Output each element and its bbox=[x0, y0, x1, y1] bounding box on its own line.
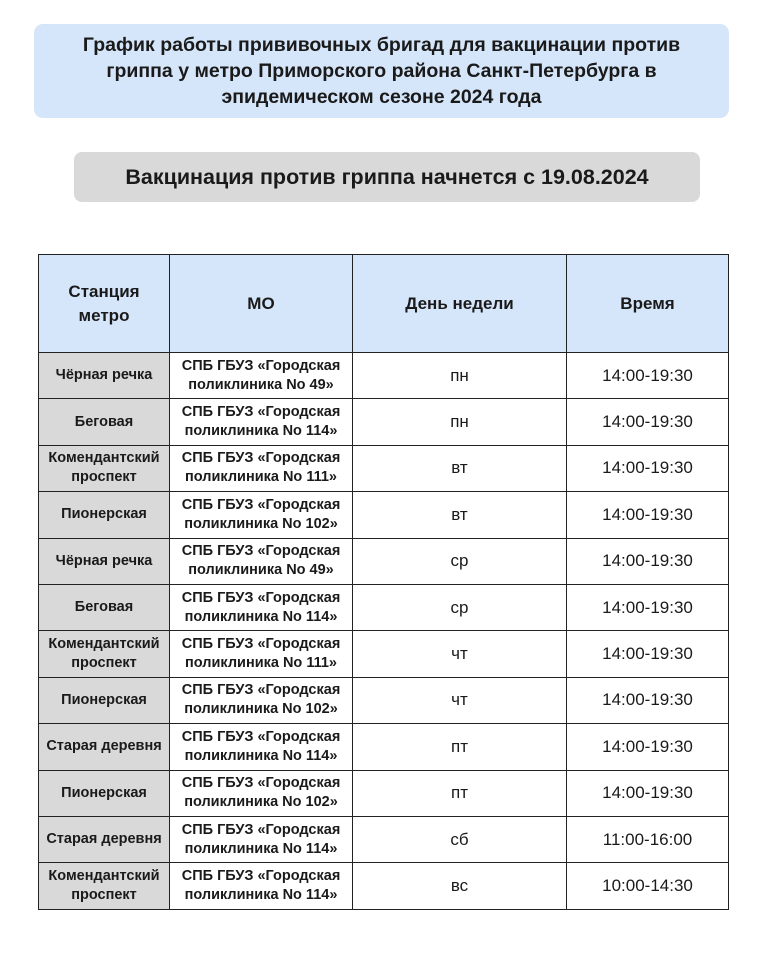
mo-cell bbox=[170, 863, 353, 909]
day-cell: пт bbox=[353, 724, 567, 770]
time-cell: 14:00-19:30 bbox=[567, 584, 729, 630]
time-cell: 14:00-19:30 bbox=[567, 631, 729, 677]
time-cell: 14:00-19:30 bbox=[567, 399, 729, 445]
header-station-line: Станция bbox=[68, 281, 140, 301]
mo-name: СПБ ГБУЗ «Городская bbox=[181, 357, 341, 374]
time-cell: 14:00-19:30 bbox=[567, 445, 729, 491]
day-cell: вт bbox=[353, 445, 567, 491]
mo-cell bbox=[170, 584, 353, 630]
header-row bbox=[39, 255, 729, 353]
mo-name: поликлиника No 102» bbox=[184, 701, 338, 718]
mo-cell bbox=[170, 399, 353, 445]
table-row bbox=[39, 631, 729, 677]
table-row bbox=[39, 399, 729, 445]
header-station bbox=[39, 255, 170, 353]
mo-name: поликлиника No 49» bbox=[188, 376, 334, 393]
mo-cell bbox=[170, 724, 353, 770]
table-row bbox=[39, 724, 729, 770]
mo-name: СПБ ГБУЗ «Городская bbox=[181, 821, 341, 838]
day-cell: ср bbox=[353, 538, 567, 584]
station-name: Комендантский bbox=[48, 867, 160, 884]
station-cell bbox=[39, 724, 170, 770]
table-row bbox=[39, 353, 729, 399]
day-cell: вс bbox=[353, 863, 567, 909]
time-cell: 14:00-19:30 bbox=[567, 677, 729, 723]
header-time: Время bbox=[567, 255, 729, 353]
table-row bbox=[39, 445, 729, 491]
time-cell: 14:00-19:30 bbox=[567, 538, 729, 584]
document-title bbox=[34, 24, 729, 118]
day-cell: чт bbox=[353, 677, 567, 723]
station-name: Чёрная речка bbox=[55, 367, 153, 384]
mo-cell bbox=[170, 492, 353, 538]
time-cell: 14:00-19:30 bbox=[567, 770, 729, 816]
mo-name: поликлиника No 102» bbox=[184, 515, 338, 532]
mo-cell bbox=[170, 538, 353, 584]
document-title-text bbox=[83, 32, 680, 110]
day-cell: пн bbox=[353, 399, 567, 445]
station-name: Пионерская bbox=[61, 506, 147, 523]
station-name: Пионерская bbox=[61, 691, 147, 708]
header-day: День недели bbox=[353, 255, 567, 353]
station-name: Старая деревня bbox=[46, 831, 162, 848]
mo-name: СПБ ГБУЗ «Городская bbox=[181, 404, 341, 421]
mo-name: СПБ ГБУЗ «Городская bbox=[181, 775, 341, 792]
table-row bbox=[39, 677, 729, 723]
station-cell bbox=[39, 445, 170, 491]
time-cell: 14:00-19:30 bbox=[567, 353, 729, 399]
mo-cell bbox=[170, 677, 353, 723]
station-cell bbox=[39, 353, 170, 399]
time-cell: 14:00-19:30 bbox=[567, 724, 729, 770]
mo-name: СПБ ГБУЗ «Городская bbox=[181, 682, 341, 699]
station-name: Беговая bbox=[74, 599, 134, 616]
mo-name: СПБ ГБУЗ «Городская bbox=[181, 496, 341, 513]
mo-name: СПБ ГБУЗ «Городская bbox=[181, 450, 341, 467]
mo-name: поликлиника No 111» bbox=[185, 655, 337, 672]
table-row bbox=[39, 538, 729, 584]
station-cell bbox=[39, 399, 170, 445]
station-cell bbox=[39, 538, 170, 584]
station-cell bbox=[39, 770, 170, 816]
time-cell: 14:00-19:30 bbox=[567, 492, 729, 538]
title-line: гриппа у метро Приморского района Санкт-Петербурга в bbox=[106, 60, 657, 82]
mo-name: поликлиника No 111» bbox=[185, 469, 337, 486]
mo-name: поликлиника No 49» bbox=[188, 562, 334, 579]
start-date-notice bbox=[74, 152, 700, 202]
mo-name: поликлиника No 102» bbox=[184, 794, 338, 811]
mo-cell bbox=[170, 770, 353, 816]
station-cell bbox=[39, 492, 170, 538]
time-cell: 10:00-14:30 bbox=[567, 863, 729, 909]
mo-name: СПБ ГБУЗ «Городская bbox=[181, 543, 341, 560]
mo-name: СПБ ГБУЗ «Городская bbox=[181, 867, 341, 884]
day-cell: чт bbox=[353, 631, 567, 677]
mo-cell bbox=[170, 353, 353, 399]
day-cell: пн bbox=[353, 353, 567, 399]
station-name: проспект bbox=[71, 655, 137, 672]
station-name: проспект bbox=[71, 886, 137, 903]
table-row bbox=[39, 863, 729, 909]
station-name: проспект bbox=[71, 469, 137, 486]
station-name: Комендантский bbox=[48, 450, 160, 467]
title-line: эпидемическом сезоне 2024 года bbox=[221, 86, 542, 108]
day-cell: ср bbox=[353, 584, 567, 630]
mo-name: СПБ ГБУЗ «Городская bbox=[181, 636, 341, 653]
title-line: График работы прививочных бригад для вакцинации против bbox=[82, 34, 681, 56]
mo-name: поликлиника No 114» bbox=[184, 608, 338, 625]
table-row bbox=[39, 816, 729, 862]
mo-name: поликлиника No 114» bbox=[184, 840, 338, 857]
station-name: Комендантский bbox=[48, 636, 160, 653]
mo-cell bbox=[170, 445, 353, 491]
header-station-line: метро bbox=[78, 305, 130, 325]
day-cell: пт bbox=[353, 770, 567, 816]
vaccination-schedule-table bbox=[38, 254, 729, 910]
notice-text: Вакцинация против гриппа начнется с 19.08.2024 bbox=[125, 164, 649, 189]
station-cell bbox=[39, 631, 170, 677]
mo-cell bbox=[170, 816, 353, 862]
header-mo: МО bbox=[170, 255, 353, 353]
station-name: Беговая bbox=[74, 413, 134, 430]
station-cell bbox=[39, 816, 170, 862]
day-cell: вт bbox=[353, 492, 567, 538]
mo-name: поликлиника No 114» bbox=[184, 423, 338, 440]
mo-name: СПБ ГБУЗ «Городская bbox=[181, 589, 341, 606]
station-name: Пионерская bbox=[61, 784, 147, 801]
mo-name: СПБ ГБУЗ «Городская bbox=[181, 728, 341, 745]
mo-name: поликлиника No 114» bbox=[184, 747, 338, 764]
station-name: Чёрная речка bbox=[55, 552, 153, 569]
mo-cell bbox=[170, 631, 353, 677]
table-row bbox=[39, 770, 729, 816]
day-cell: сб bbox=[353, 816, 567, 862]
table-header bbox=[39, 255, 729, 353]
station-name: Старая деревня bbox=[46, 738, 162, 755]
station-cell bbox=[39, 677, 170, 723]
table-row bbox=[39, 584, 729, 630]
mo-name: поликлиника No 114» bbox=[184, 886, 338, 903]
time-cell: 11:00-16:00 bbox=[567, 816, 729, 862]
station-cell bbox=[39, 863, 170, 909]
table-row bbox=[39, 492, 729, 538]
station-cell bbox=[39, 584, 170, 630]
table-body bbox=[39, 353, 729, 910]
